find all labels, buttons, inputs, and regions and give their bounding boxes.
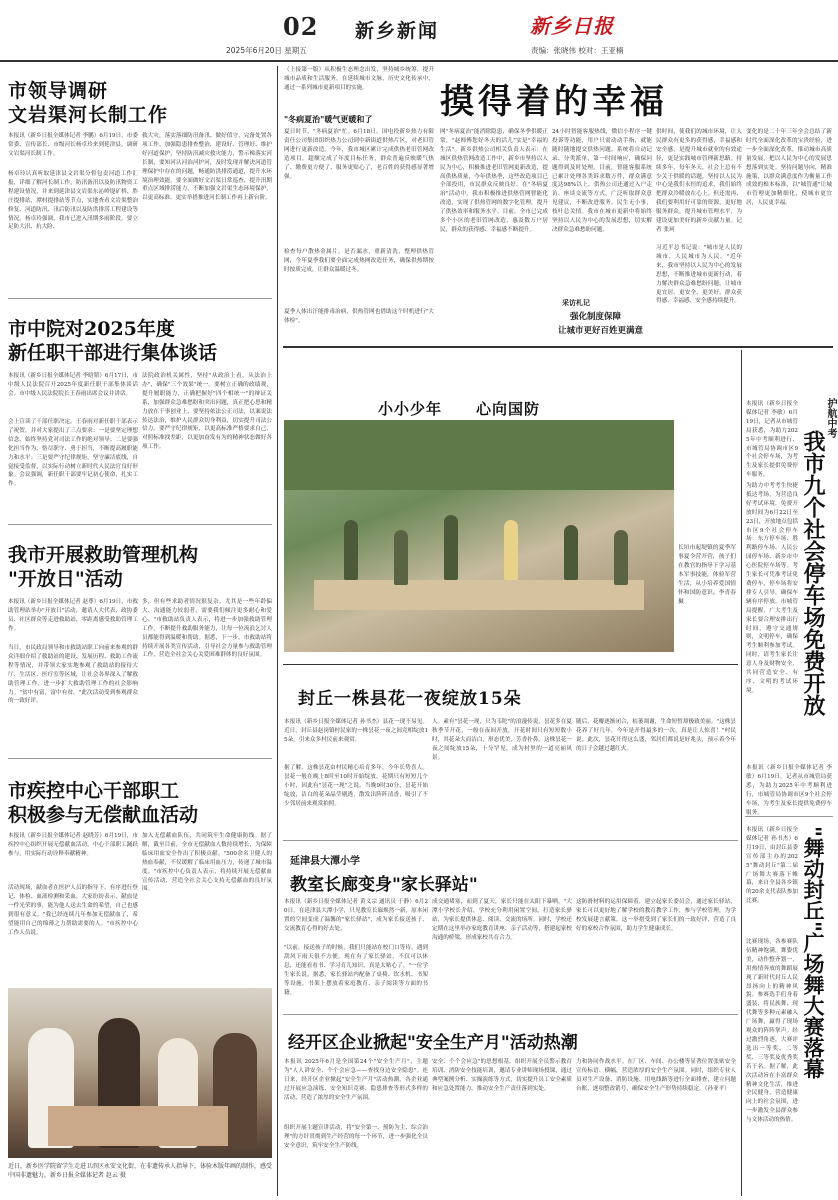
a3-title-line1: 我市开展救助管理机构: [8, 544, 199, 566]
center-p3: 检查每户散热金属片，是否漏水，重新清洗，整理供热管网，今年夏季我们要全面完成热网改造任务，确保供热期按时按质完成，让群众温暖过冬。: [284, 249, 434, 273]
right2-title: "舞动封丘"广场舞大赛落幕: [801, 826, 826, 1079]
main-headline: 摸得着的幸福: [440, 82, 668, 122]
divider: [8, 758, 272, 759]
a5-col2: 人。素有"昙花一现，只为韦陀"的浪漫传说。昙花多在夏秋季节开花，一般在夜间开放，开花时间只有短短数小时，其花朵大而洁白，形态优美，芳香扑鼻。这株昙花一夜之间绽放15朵，十分罕见，成为村里的一道亮丽风景。: [432, 719, 572, 761]
a5-col1: 据了解，这株昙花由村民精心培育多年，今年长势喜人。昙花一般在晚上8时至10时开始绽放，花期只有短短几个小时，因此有"昙花一现"之说。当晚9时30分，昙花开始绽放，洁白的花朵晶莹剔透，散发出阵阵清香，吸引了不少邻居前来观赏拍照。: [284, 765, 428, 807]
main-col5-tail: 习近平总书记说："城市是人民的城市，人民城市为人民。"近年来，我市坚持以人民为中心的发展思想，不断推进城市更新行动，着力解决群众急难愁盼问题，让城市更宜居、更安全、更美好，群众获得感、幸福感、安全感持续提升。: [656, 245, 742, 305]
a6-title: 教室长廊变身"家长驿站": [290, 875, 478, 895]
main-bottom-rule: [283, 346, 833, 348]
right1-body: 为助力中考考生快捷抵达考场，为营造良好考试环境，免费开放时间为6月22日至23日，开放地点包括市区9个社会停车场：东方停车场、胜利路停车场、人民公园停车场、新乡市中心医院停车场等。考生家长可凭准考证免费停车，停车场将安排专人引导，确保车辆有序停放。市城管局提醒，广大考生及家长要合理安排出行时间，遵守交通规则，文明停车，确保考生顺利参加考试。同时，请考生家长注意人身及财物安全，共同营造安全、有序、文明的考试环境。: [746, 483, 798, 694]
a2-byline: 本报讯（新乡日报全媒体记者 李晗韬）6月17日，市中级人民法院召开2025年度新任职干部集体谈话会。市中级人民法院院长王春雨出席会议并讲话。: [8, 373, 138, 397]
a3-col1: 当日，市民政局领导和市救助站职工向前来参观的群众详细介绍了救助站的建设、发展历程、救助工作流程等情况，并带领大家实地参观了救助站的接待大厅、生活区、医疗室等区域，让社会各界深入了解救助管理工作，进一步扩大救助管理工作的社会影响力。"贫中有富，富中有贫，"此次活动受到参观群众的一致好评。: [8, 645, 138, 705]
a2-col2: 法院政治机关属性，坚持"从政治上看，从法治上办"，确保"三个效果"统一。要树立正确的政绩观，提升履职能力，正确把握好"四个相统一"的辩证关系，加强群众急难愁盼和突出问题，真正把心思和精力放在干事创业上，要坚持依法公正司法，以案说法传达法治，维护人民群众切身利益，切实提升司法公信力。要严守纪律规矩，以更高标准严格要求自己，对照标准找差距，以更加奋发有为的精神状态做好各项工作。: [142, 373, 272, 451]
a7-col3: 力和协同作战水平。在厂区、车间、办公楼等显著位置张贴安全宣传标语、横幅，营造浓厚的安全生产氛围。同时，组织专业人员对生产设备、消防设施、用电线路等进行全面排查，建立问题台账，逐项整改销号，确保安全生产形势持续稳定。（孙亚平）: [576, 1059, 736, 1092]
photo2-caption: 近日，新乡医学院留学生走进卫滨区永安文化街，在非遗传承人指导下，体验木版年画的制作，感受中国非遗魅力。新乡日报全媒体记者 赵云 摄: [8, 1163, 273, 1179]
right1-title: 我市九个社会停车场免费开放: [800, 430, 826, 716]
a6-col3: 这防滑材料的运用保障着，建立起家长委员会，通过家长驿站，家长可以更好地了解学校的教育教学工作，参与学校管理，为学校发展建言献策。这一举措受到了家长们的一致好评，营造了良好的家校合作氛围，助力学生健康成长。: [576, 899, 736, 932]
a4-col2: 加入无偿献血队伍，共同筑牢生命健康防线。据了解，截至目前，全市无偿献血人数持续增长，为保障临床用血安全作出了积极贡献。"500余名卫健人的热血奉献，不仅缓解了临床用血压力，传递了城市温度。"市疾控中心负责人表示，将持续开展无偿献血宣传活动，营造全社会关心支持无偿献血的良好氛围。: [142, 833, 272, 893]
right1-body-2: 本报讯（新乡日报全媒体记者 李敏）6月19日，记者从市城管局获悉，为助力2025年中考顺利进行，市城管局协调市区9个社会停车场，为考生及家长提供免费停车服务。: [746, 765, 832, 816]
center-p2: 夏日时节，"冬病夏治"忙。6月18日，国电投新乡热力有限责任公司集团组织热力公司到中新街道供热片区，对老旧管网进行更新改造。今年，我市城区累计完成供热老旧管网改造项目，超额完成了年度目标任务，群众普遍反映暖气热了、缴费更方便了、服务更贴心了，老百姓的获得感显著增强。: [284, 129, 434, 180]
divider: [283, 1014, 738, 1015]
a6-byline: 本报讯（新乡日报全媒体记者 黄义宗 通讯员 于静）6月20日，在延津县大潭小学，只见教室长廊焕然一新，原本闲置的空间变成了温馨的"家长驿站"，成为家长接送孩子、交流教育心得的好去处。: [284, 899, 428, 932]
page-number: 02: [283, 12, 319, 41]
photo-military-camp: [284, 420, 674, 652]
newspaper-logo: 新乡日报: [530, 14, 614, 38]
section-title: 新乡新闻: [355, 20, 440, 42]
a2-title-line1: 市中院对2025年度: [8, 318, 175, 340]
a1-title-line1: 市领导调研: [8, 80, 109, 102]
a7-col1: 组织开展主题宣讲活动，将"安全第一、预防为主、综合治理"的方针贯彻到生产经营的每一个环节，进一步强化全员安全意识，筑牢安全生产防线。: [284, 1125, 428, 1149]
a4-byline: 本报讯（新乡日报全媒体记者 赵晓芳）6月19日，市疾控中心组织开展无偿献血活动，中心干部职工踊跃参与，用实际行动诠释奉献精神。: [8, 833, 138, 857]
center-p4: 夏季人体出汗能排毒治病，供热管网也借助这个时机进行"大体检"。: [284, 309, 434, 324]
a1-col2: 救大灾，落实落细防汛备汛、做好值守，完备处置各项工作，加强隐患排查整治，建设好、管理好、维护好河道保护，坚持防汛减灾救灾能力，警示梯落实河长制，要知河认河治河护河，及时发现并解决河道管理保护中存在的问题，畅通防洪排涝通道，提升水环境治理效能。要全面做好文岩渠日常巡查，提升汛期重点区域排涝能力，不断加强文岩渠生态环境保护，以更高标准、更实举措推进河长制工作再上新台阶。: [142, 133, 272, 202]
a5-byline: 本报讯（新乡日报全媒体记者 孙书杰）县花一现不易见。近日，封丘县赵岗镇村民家的一株昙花一夜之间竞相绽放15朵，引来众多村民前来观赏。: [284, 719, 428, 743]
a2-col1: 会上宣读了干部任职决定。王春雨对新任职干部表示了祝贺，并对大家提出了三点要求：一是要坚定理想信念，始终坚持党对司法工作的绝对领导；二是要强化担当作为，恪尽职守、勇于担当，不断提高履职能力和水平；三是要严守纪律规矩，坚守廉洁底线，自觉接受监督，以实际行动树立新时代人民法官良好形象。会议强调，新任职干部要牢记初心使命，扎实工作。: [8, 419, 138, 488]
a1-byline: 本报讯（新乡日报全媒体记者 李鹏）6月19日，市委常委、宣传部长、市级河长杨卓玲来到延津县，调研文岩渠河长制工作。: [8, 133, 138, 157]
a3-col2: 多，但有些求助者情况很复杂，尤其是一些年龄偏大、沟通能力较弱者，需要我们倾注更多耐心和爱心。"市救助站负责人表示，将进一步加强救助管理工作，不断提升救助服务能力，让每一位流浪乞讨人员都能得到温暖和帮助。据悉，下一步，市救助站将持续开展各类宣传活动，引导社会力量参与救助管理工作，营造全社会关心关爱困难群体的良好氛围。: [142, 599, 272, 659]
a7-byline: 本报讯 2025年6月是全国第24个"安全生产月"，主题为"人人讲安全、个个会应急——查找身边安全隐患"。连日来，经开区企业掀起"安全生产月"活动热潮，各企业通过开展应急演练、安全知识竞赛、隐患排查等形式多样的活动，营造了浓厚的安全生产氛围。: [284, 1059, 428, 1101]
right1-kicker: 护航中考: [825, 398, 836, 438]
a4-title-line2: 积极参与无偿献血活动: [8, 804, 199, 826]
editor-credits: 责编：张晓伟 校对：王亚楠: [531, 46, 624, 55]
header-rule: [0, 60, 838, 62]
commentary-box: [552, 298, 652, 342]
a3-title-line2: "开放日"活动: [8, 568, 123, 590]
a2-title-line2: 新任职干部进行集体谈话: [8, 342, 218, 364]
commentary-label: 采访札记: [562, 298, 590, 307]
a5-title: 封丘一株县花一夜绽放15朵: [298, 689, 522, 709]
right2-byline: 本报讯（新乡日报全媒体记者 孙书杰）6月19日，由封丘县委宣传部主办的2025"舞动封丘"第二届广场舞大赛落下帷幕，来自全县各乡镇的20余支代表队参加比赛。: [746, 827, 798, 905]
divider: [283, 840, 738, 841]
right-column-divider: [741, 350, 742, 1196]
main-col5b: 变化的是二十年三年全会总结了新时代全面深化改革的宝贵经验，进一步全面深化改革，推动城市高质量发展，把以人民为中心的发展思想落到实处。坚持问题导向，精准施策，以群众满意度作为衡量工作成效的根本标准，以"城管通"让城市管理更加精细化，使城市更宜居，人民更幸福。: [746, 129, 832, 207]
a1-title-line2: 文岩渠河长制工作: [8, 104, 169, 126]
photo1-title-part1: 小小少年: [378, 400, 443, 418]
photo-bottom-rule: [283, 664, 738, 665]
photo1-title-part2: 心向国防: [476, 400, 541, 418]
main-col3: 网"冬病夏治"能消除隐患，确保冬季供暖正常，"赵师傅您好冬天的活儿"实是"幸福的生活"。新乡供热公司相关负责人表示：在城区供热管网改造工作中，新乡市坚持以人民为中心，积极推进老旧管网更新改造，提高供热质量，今年供热季，这些改造项目已全部投用，市民群众反映良好。在"冬病夏治"活动中，我市积极推进供热管网智能化改造，实现了供热管网的数字化管理，提升了供热效率和服务水平。目前，全市已完成多个小区的老旧管网改造，惠及数万户居民，群众的获得感、幸福感不断提升。: [440, 129, 548, 233]
commentary-title-2: 让城市更好百姓更满意: [558, 326, 644, 336]
a6-col2: 成交通堵塞，而到了夏天，家长只能在太阳下暴晒。"大潭小学校长介绍，学校充分利用闲置空间，打造家长驿站，为家长提供休息、阅读、交流的场所。同时，学校还定期在这里举办家庭教育讲座、亲子活动等，搭建起家校沟通的桥梁，形成家校共育合力。: [432, 899, 572, 941]
right1-byline: 本报讯（新乡日报全媒体记者 李敏）6月19日，记者从市城管局获悉，为助力2025年中考顺利进行，市城管局协调市区9个社会停车场，为考生及家长提供免费停车服务。: [746, 401, 798, 479]
a5-col3: 随后，花瓣逐渐闭合，枯萎凋谢，生命短暂却极致美丽。"这株昙花养了好几年，今年是开得最多的一次，真是让人惊喜！"村民说。此次，昙花开得这么盛，邻居们都说是好兆头，预示着今年的日子会越过越红火。: [576, 719, 736, 752]
main-col4: 24小时智能客服热线，微信小程序一键投诉等功能，用户只需动动手指，就能随时随地提交供热问题。系统将自动记录、分类派单，第一时间响应，确保问题得到及时处理。目前，智能客服系统已累计处理各类诉求数万件，群众满意度达98%以上。供热公司还通过入户走访、座谈交流等方式，广泛听取群众意见建议，不断改进服务。民生无小事，枝叶总关情。我市在城市更新中将始终坚持以人民为中心的发展思想，切实解决群众急难愁盼问题。: [552, 129, 652, 233]
main-col5: 供时间，使我们的城市环境，让人民群众有更多的获得感，幸福感和安全感，是提升城市就业的有效途径，更是实践城市管理新思路。持续多年，每年冬天，社会上总有不少关于供暖的话题，坚持以人民为中心是我们永恒的追求，我们始终把群众冷暖放在心上。但还需再，我们要利用好可靠的资源，更好地服务群众，提升城市管理水平，为建设更加美好的新乡贡献力量。记者 张珂: [656, 129, 742, 233]
a6-col1: "以前，接送孩子的时候，我们只能站在校门口等待，遇到刮风下雨天很不方便。现在有了家长驿站，不仅可以休息，还能看看书、学习育儿知识，真是太贴心了。"一位学生家长说。据悉，家长驿站内配备了桌椅、饮水机、书架等设施，书架上摆放着家庭教育、亲子阅读等方面的书籍。: [284, 945, 428, 996]
a4-title-line1: 市疾控中心干部职工: [8, 780, 180, 802]
a6-kicker: 延津县大潭小学: [290, 856, 360, 867]
a4-col1: 活动现场，献血者在医护人员的指导下，有序进行登记、体检、血液检测和采血。大家纷纷表示，献血是一件光荣的事，能为他人送去生命的希望，自己也感到很有意义。"我已经连续几年参加无偿献血了，希望能用自己的绵薄之力帮助需要的人。"市疾控中心工作人员说。: [8, 885, 138, 936]
commentary-title-1: 强化制度保障: [570, 312, 622, 322]
divider: [745, 816, 833, 817]
a7-col2: 安全、个个会应急"的思想根基。组织开展全员警示教育培训、消防安全技能培训，邀请专业讲师现场授课，通过典型案例分析、实操演练等方式，切实提升员工安全素质和应急处置能力，推动安全生产责任落到实处。: [432, 1059, 572, 1092]
a7-title: 经开区企业掀起"安全生产月"活动热潮: [288, 1033, 578, 1053]
a1-col1: 杨卓玲认真听取延津县文岩渠分督包责河道工作汇报，详细了解河长制工作，防汛备汛以及防汛物资工程建设情况，并来到延津县文岩渠东沁岭堤矿桥、胙庄提排站，潭村提排站等节点，实地查看文岩渠整治修复、河道防汛、汛后防汛以及防洪排涝工程建设等情况。杨卓玲强调，我市已进入汛期多雨阶段，要立足防大汛、抗大险、: [8, 171, 138, 231]
column-divider: [277, 66, 278, 1196]
a3-byline: 本报讯（新乡日报全媒体记者 赵尊）6月19日，市救助管理站举办"开放日"活动，邀请人大代表、政协委员、社区群众等走进救助站，零距离感受救助管理工作。: [8, 599, 138, 632]
photo-students-workshop: [8, 988, 272, 1158]
divider: [8, 524, 272, 525]
center-continued-text: （上接第一版）从积极生态理念出发，坚持城乡统筹，提升城市品质和生活服务。在延续城市文脉，历史文化传承中，通过一系列城市更新项目的实施。: [284, 67, 434, 91]
divider: [8, 298, 272, 299]
photo1-caption: 长垣市起堤镇的夏季军事夏令营开营，孩子们在教官的指导下学习基本军事技能，体验军营生活，从小培养爱国情怀和国防意识。李青春 摄: [678, 545, 736, 605]
right2-body: 比赛现场，各参赛队伍精神饱满，舞姿优美，动作整齐划一，用热情奔放的舞蹈展现了新时代封丘人民昂扬向上的精神风貌。参赛选手们身着盛装，将民族舞、现代舞等多种元素融入广场舞，赢得了现场观众的阵阵掌声。经过激烈角逐，大赛评选出一等奖、二等奖、三等奖及优秀奖若干名。据了解，此次活动旨在丰富群众精神文化生活，推进全民健身，营造健康向上的社会氛围，进一步激发全县群众参与文体活动的热情。: [746, 939, 798, 1124]
page-date: 2025年6月20日 星期五: [226, 46, 307, 55]
center-subhead: "冬病夏治"暖气更暖和了: [284, 114, 373, 124]
